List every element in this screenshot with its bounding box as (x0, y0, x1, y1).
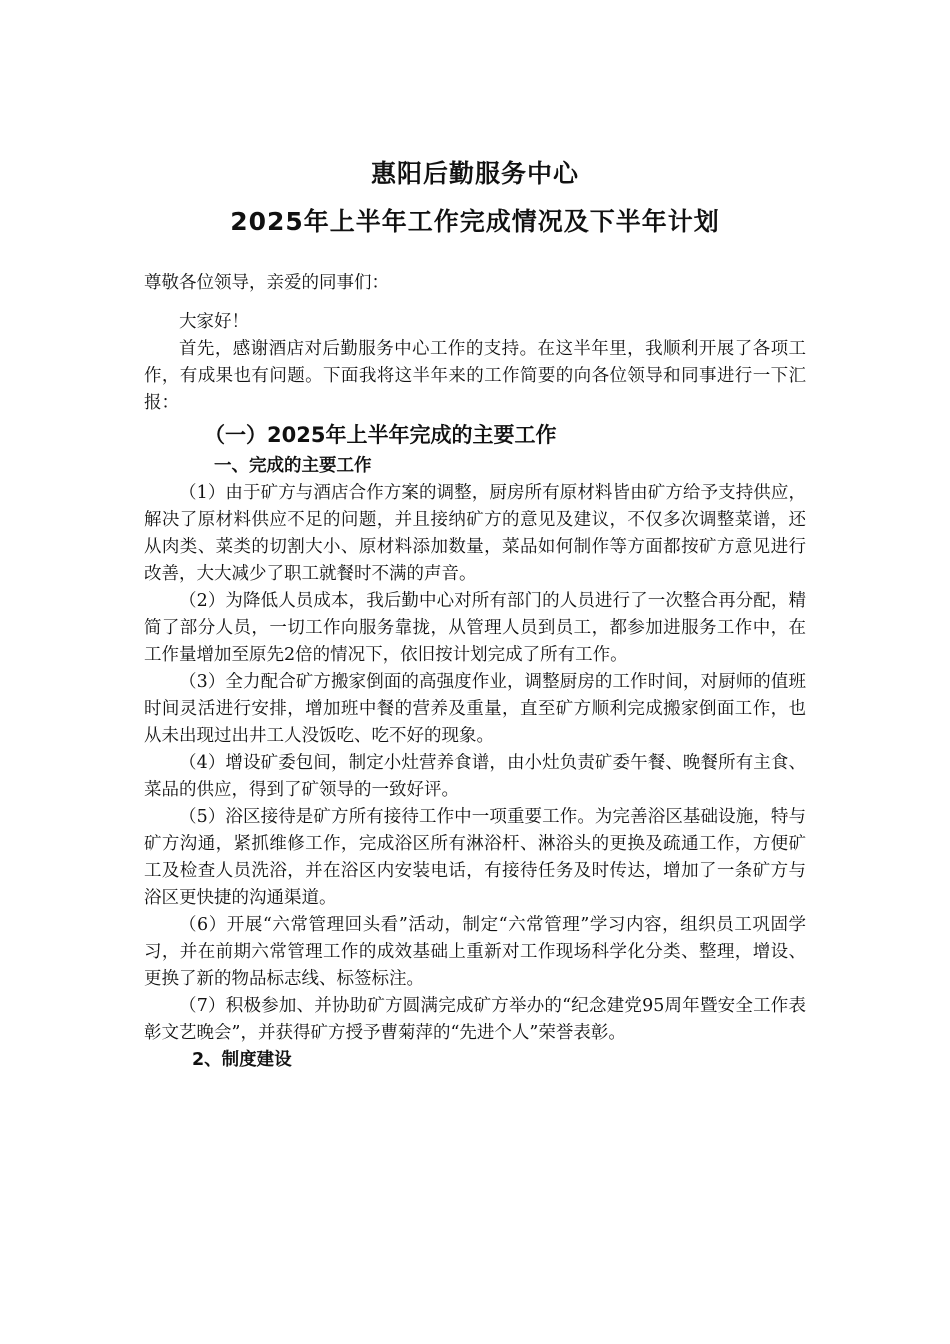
document-body (144, 270, 806, 1074)
work-item-6: （6）开展“六常管理回头看”活动，制定“六常管理”学习内容，组织员工巩固学习，并在前期六常管理工作的成效基础上重新对工作现场科学化分类、整理，增设、更换了新的物品标志线、标签标注。 (144, 915, 806, 989)
intro-paragraph: 首先，感谢酒店对后勤服务中心工作的支持。在这半年里，我顺利开展了各项工作，有成果也有问题。下面我将这半年来的工作简要的向各位领导和同事进行一下汇报： (144, 339, 806, 413)
document-title-report: 2025年上半年工作完成情况及下半年计划 (230, 207, 720, 236)
salutation: 尊敬各位领导，亲爱的同事们： (144, 273, 389, 293)
work-item-4: （4）增设矿委包间，制定小灶营养食谱，由小灶负责矿委午餐、晚餐所有主食、菜品的供应，得到了矿领导的一致好评。 (144, 753, 806, 800)
document-title-org: 惠阳后勤服务中心 (370, 159, 579, 188)
greeting: 大家好！ (179, 312, 249, 332)
work-item-1: （1）由于矿方与酒店合作方案的调整，厨房所有原材料皆由矿方给予支持供应，解决了原材料供应不足的问题，并且接纳矿方的意见及建议，不仅多次调整菜谱，还从肉类、菜类的切割大小、原材料添加数量，菜品如何制作等方面都按矿方意见进行改善，大大减少了职工就餐时不满的声音。 (144, 483, 806, 584)
section-heading: （一）2025年上半年完成的主要工作 (204, 423, 557, 447)
subsection-heading-2: 2、制度建设 (192, 1050, 292, 1070)
work-item-2: （2）为降低人员成本，我后勤中心对所有部门的人员进行了一次整合再分配，精简了部分人员，一切工作向服务靠拢，从管理人员到员工，都参加进服务工作中，在工作量增加至原先2倍的情况下，依旧按计划完成了所有工作。 (144, 591, 806, 665)
work-item-7: （7）积极参加、并协助矿方圆满完成矿方举办的“纪念建党95周年暨安全工作表彰文艺晚会”，并获得矿方授予曹菊萍的“先进个人”荣誉表彰。 (144, 996, 806, 1043)
work-item-3: （3）全力配合矿方搬家倒面的高强度作业，调整厨房的工作时间，对厨师的值班时间灵活进行安排，增加班中餐的营养及重量，直至矿方顺利完成搬家倒面工作，也从未出现过出井工人没饭吃、吃不好的现象。 (144, 672, 806, 746)
work-item-5: （5）浴区接待是矿方所有接待工作中一项重要工作。为完善浴区基础设施，特与矿方沟通，紧抓维修工作，完成浴区所有淋浴杆、淋浴头的更换及疏通工作，方便矿工及检查人员洗浴，并在浴区内安装电话，有接待任务及时传达，增加了一条矿方与浴区更快捷的沟通渠道。 (144, 807, 806, 908)
subsection-heading: 一、完成的主要工作 (214, 456, 372, 476)
